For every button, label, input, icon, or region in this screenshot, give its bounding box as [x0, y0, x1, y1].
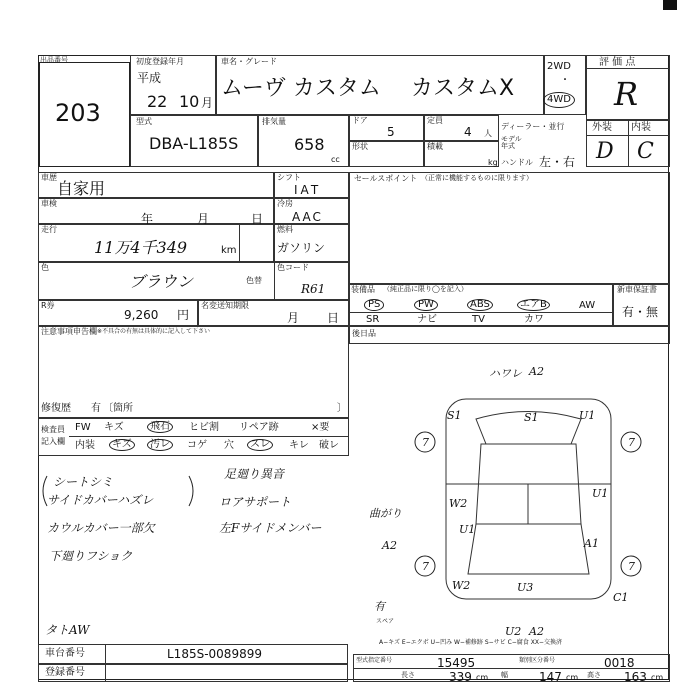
repair-label: 修復歴: [41, 403, 71, 414]
hand-note-1: シートシミ: [53, 475, 114, 489]
corner-mark: 出品番号: [40, 56, 68, 64]
recycle-label: R券: [41, 301, 55, 310]
dmg-u3: U3: [517, 581, 534, 594]
spec-width: 147: [539, 670, 562, 684]
spec-class: 0018: [604, 656, 635, 670]
interior-label: 内装: [631, 122, 651, 133]
grade-divider-v: [628, 120, 629, 167]
notes-label: 注意事項申告欄: [41, 327, 97, 336]
recycle-value: 9,260: [124, 308, 159, 322]
spare-mark: 有: [374, 600, 385, 613]
equip-ps: PS: [364, 299, 384, 311]
auction-sheet: [38, 55, 669, 684]
fuel-label: 燃料: [277, 225, 293, 234]
plate-div: [105, 664, 106, 682]
repair-value: 有: [91, 403, 101, 414]
spare-label: スペア: [376, 618, 395, 625]
equip-tv: TV: [472, 314, 485, 325]
equipment-note: （純正品に限り◯を記入）: [383, 285, 468, 293]
dmg-7-fr: 7: [628, 436, 635, 449]
payment-month: 月: [287, 311, 300, 325]
color-label: 色: [41, 263, 49, 272]
insp-r1-3: ヒビ割: [189, 422, 219, 433]
spec-type-label: 型式指定番号: [356, 657, 393, 664]
dmg-7-fl: 7: [422, 436, 429, 449]
chassis-div: [105, 644, 106, 664]
insp-r1-2: 飛石: [147, 421, 173, 433]
fuel-value: ガソリン: [277, 241, 326, 255]
doors-label: ドア: [352, 116, 368, 125]
spec-length-label: 長さ: [401, 671, 415, 679]
inspection-cell: [38, 198, 274, 224]
color-code: R61: [301, 282, 326, 296]
dmg-c1: C1: [613, 591, 629, 604]
hand-note-4: 下廻りフショク: [49, 549, 133, 563]
dmg-u1-mr: U1: [592, 487, 609, 500]
capacity-value: 4: [464, 125, 472, 139]
model-year-label: モデル年式: [501, 135, 522, 150]
load-label: 積載: [427, 142, 443, 151]
note-bracket: [39, 471, 199, 511]
chassis-label: 車台番号: [45, 648, 85, 659]
history-value: 自家用: [57, 179, 106, 198]
displacement-label: 排気量: [262, 117, 286, 126]
sales-point-note: （正常に機能するものに限ります）: [421, 174, 533, 182]
equip-aw: AW: [579, 300, 596, 311]
score-label: 評 価 点: [599, 57, 636, 68]
insp-r2-5: スレ: [247, 439, 273, 451]
aircon-label: 冷房: [277, 199, 293, 208]
score-divider: [586, 68, 670, 69]
insp-r2-1: キズ: [109, 439, 135, 451]
shape-label: 形状: [352, 142, 368, 151]
exterior-grade: D: [596, 139, 614, 164]
inspection-label: 車検: [41, 199, 57, 208]
inspection-year-label: 年: [141, 212, 154, 226]
color-code-label: 色コード: [277, 263, 309, 272]
registration-year: 22: [147, 92, 168, 111]
sales-point-label: セールスポイント: [354, 174, 418, 183]
insp-r2-7: 破レ: [319, 440, 339, 451]
mileage-value: 11万4千349: [94, 238, 188, 257]
shift-value: IAT: [294, 183, 322, 197]
insp-r1-1: キズ: [104, 422, 124, 433]
insp-r2-2: 汚レ: [147, 439, 173, 451]
dmg-7-rr: 7: [628, 560, 635, 573]
history-label: 車歴: [41, 173, 57, 182]
repair-close: 〕: [337, 403, 347, 414]
recycle-cell: [38, 300, 198, 326]
model-value: DBA-L185S: [149, 134, 239, 153]
shift-label: シフト: [277, 173, 301, 182]
exterior-label: 外装: [592, 122, 612, 133]
payment-label: 名変送知期限: [201, 301, 249, 310]
interior-grade: C: [637, 139, 654, 164]
repair-bracket: 〔箇所: [103, 403, 133, 414]
insp-r2-0: 内装: [75, 440, 95, 451]
spec-length: 339: [449, 670, 472, 684]
inspection-month-label: 月: [197, 212, 210, 226]
hand-note-7: 左Fサイドメンバー: [219, 521, 322, 535]
dmg-7-rl: 7: [422, 560, 429, 573]
dealer-label: ディーラー・並行: [501, 122, 565, 131]
spec-class-label: 類別区分番号: [519, 657, 556, 664]
chassis-value: L185S-0089899: [167, 647, 262, 661]
notes-sub: ※不具合の有無は具体的に記入して下さい: [97, 328, 211, 335]
lot-number: 203: [55, 99, 101, 127]
spec-height: 163: [624, 670, 647, 684]
drive-dot: ・: [560, 75, 570, 86]
notes-cell: [38, 326, 349, 418]
inspector-label1: 検査員: [41, 425, 65, 434]
registration-era: 平成: [137, 71, 162, 85]
equipment-label: 装備品: [351, 285, 375, 294]
aircon-value: AAC: [292, 210, 323, 224]
inspector-label2: 記入欄: [41, 437, 65, 446]
equip-leather: カワ: [524, 314, 544, 325]
aftermarket-label: 後日品: [352, 329, 376, 338]
capacity-label: 定員: [427, 116, 443, 125]
spec-width-label: 幅: [501, 671, 508, 679]
registration-month: 10: [179, 92, 200, 111]
dmg-u2-a2: U2: [505, 625, 522, 638]
hand-note-2: サイドカバーハズレ: [47, 493, 154, 507]
car-name-label: 車名・グレード: [221, 57, 277, 66]
drive-4wd: 4WD: [543, 92, 575, 108]
warranty-value: 有・無: [622, 305, 659, 319]
dmg-s1-l: S1: [447, 409, 462, 422]
recycle-unit: 円: [177, 308, 190, 322]
handle-label: ハンドル: [501, 158, 533, 167]
registration-month-unit: 月: [201, 96, 214, 110]
hand-note-3: カウルカバー一部欠: [47, 521, 155, 535]
mileage-unit: km: [221, 245, 237, 256]
hand-bend: 曲がり: [369, 507, 402, 520]
equip-airbag: エアB: [517, 299, 550, 311]
top-right-mark: [663, 0, 677, 10]
dmg-w2-l: W2: [449, 497, 468, 510]
insp-r1-4: リペア跡: [239, 422, 279, 433]
insp-r1-0: FW: [75, 422, 91, 433]
hand-note-5: 足廻り異音: [224, 467, 285, 481]
spec-height-unit: cm: [651, 673, 664, 682]
spec-type: 15495: [437, 656, 476, 670]
dmg-a2-top: A2: [529, 365, 544, 378]
dmg-u1-r: U1: [579, 409, 596, 422]
model-label: 型式: [136, 117, 152, 126]
equip-abs: ABS: [467, 299, 493, 311]
plate-label: 登録番号: [45, 667, 85, 678]
dmg-u1-l: U1: [459, 523, 476, 536]
spec-height-label: 高さ: [587, 671, 601, 679]
equipment-row-div: [349, 312, 613, 313]
hand-bottom: タトAW: [45, 623, 90, 637]
doors-value: 5: [387, 125, 395, 139]
dmg-a2-l: A2: [382, 539, 397, 552]
damage-legend: A−キズ E−エクボ U−凹み W−補修跡 S−サビ C−腐食 XX−交換済: [379, 639, 562, 646]
dmg-a1-r: A1: [584, 537, 599, 550]
inspection-day-label: 日: [251, 212, 264, 226]
grade-divider-h: [586, 135, 670, 136]
displacement-unit: cc: [331, 155, 340, 164]
equip-sr: SR: [366, 314, 380, 325]
mileage-label: 走行: [41, 225, 57, 234]
capacity-unit: 人: [484, 129, 492, 138]
spec-width-unit: cm: [566, 673, 579, 682]
insp-r2-4: 穴: [224, 440, 234, 451]
car-rear: [468, 524, 589, 574]
displacement-value: 658: [294, 135, 325, 154]
mileage-unit-div: [239, 224, 240, 262]
color-no-label: 色替: [246, 276, 262, 285]
drive-2wd: 2WD: [547, 61, 571, 72]
aftermarket-cell: [349, 326, 670, 344]
car-name: ムーヴ カスタム: [221, 76, 381, 101]
equip-pw: PW: [414, 299, 438, 311]
inspector-row-div: [69, 436, 349, 437]
insp-r2-3: コゲ: [187, 440, 207, 451]
dmg-hawa: ハワレ: [489, 367, 522, 380]
insp-r2-6: キレ: [289, 440, 309, 451]
car-grade: カスタムX: [411, 76, 515, 101]
dmg-s1-c: S1: [524, 411, 539, 424]
load-unit: kg: [488, 158, 498, 167]
warranty-label: 新車保証書: [617, 285, 657, 294]
insp-r1-5: ×要: [311, 422, 330, 433]
payment-day: 日: [327, 311, 340, 325]
sales-point-cell: [349, 172, 670, 284]
registration-label: 初度登録年月: [136, 57, 184, 66]
color-value: ブラウン: [129, 272, 194, 291]
hand-note-6: ロアサポート: [219, 495, 292, 509]
spec-length-unit: cm: [476, 673, 489, 682]
handle-value: 左・右: [539, 155, 576, 169]
equip-navi: ナビ: [417, 314, 437, 325]
score-value: R: [614, 75, 639, 113]
dmg-a2-b: A2: [529, 625, 544, 638]
color-code-div: [274, 262, 275, 300]
dmg-w2-b: W2: [452, 579, 471, 592]
